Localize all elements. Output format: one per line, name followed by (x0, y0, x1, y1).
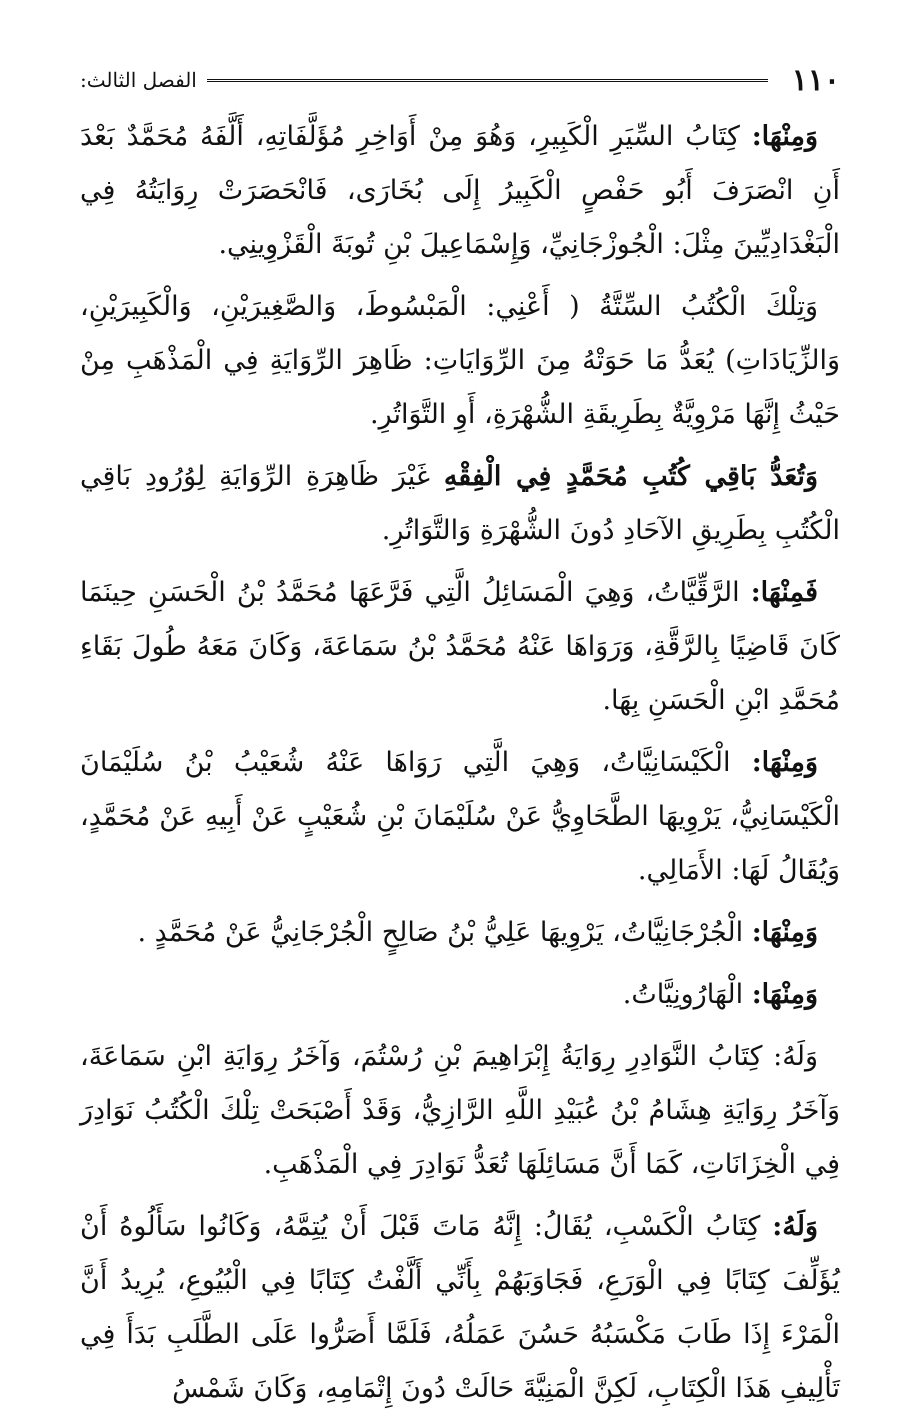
paragraph-lead: فَمِنْهَا: (750, 577, 818, 608)
paragraph-text: وَتِلْكَ الْكُتُبُ السِّتَّةُ ( أَعْنِي: الْمَبْسُوطَ، وَالصَّغِيرَيْنِ، وَالْكَبِيرَيْنِ، وَالزِّيَادَاتِ) يُعَدُّ مَا حَوَتْهُ مِنَ الرِّوَايَاتِ: ظَاهِرَ الرِّوَايَةِ فِي الْمَذْهَبِ مِنْ حَيْثُ إِنَّهَا مَرْوِيَّةٌ بِطَرِيقَةِ الشُّهْرَةِ، أَوِ التَّوَاتُرِ. (80, 291, 840, 430)
paragraph (80, 110, 840, 272)
chapter-title: الفصل الثالث: (80, 68, 197, 92)
paragraph (80, 968, 840, 1022)
running-header (80, 60, 840, 100)
paragraph-text: كِتَابُ الْكَسْبِ، يُقَالُ: إِنَّهُ مَاتَ قَبْلَ أَنْ يُتِمَّهُ، وَكَانُوا سَأَلُوهُ أَنْ يُؤَلِّفَ كِتَابًا فِي الْوَرَعِ، فَجَاوَبَهُمْ بِأَنِّي أَلَّفْتُ كِتَابًا فِي الْبُيُوعِ، يُرِيدُ أَنَّ الْمَرْءَ إِذَا طَابَ مَكْسَبُهُ حَسُنَ عَمَلُهُ، فَلَمَّا أَصَرُّوا عَلَى الطَّلَبِ بَدَأَ فِي تَأْلِيفِ هَذَا الْكِتَابِ، لَكِنَّ الْمَنِيَّةَ حَالَتْ دُونَ إِتْمَامِهِ، وَكَانَ شَمْسُ (80, 1211, 840, 1404)
paragraph-text: الْكَيْسَانِيَّاتُ، وَهِيَ الَّتِي رَوَاهَا عَنْهُ شُعَيْبُ بْنُ سُلَيْمَانَ الْكَيْسَانِيُّ، يَرْوِيهَا الطَّحَاوِيُّ عَنْ سُلَيْمَانَ بْنِ شُعَيْبٍ عَنْ أَبِيهِ عَنْ مُحَمَّدٍ، وَيُقَالُ لَهَا: الأَمَالِي. (80, 747, 840, 886)
paragraph (80, 450, 840, 558)
paragraph (80, 736, 840, 898)
paragraph (80, 1200, 840, 1416)
paragraph-text: الْهَارُونِيَّاتُ. (622, 979, 752, 1010)
paragraph-lead: وَمِنْهَا: (751, 121, 818, 152)
paragraph-lead: وَتُعَدُّ بَاقِي كُتُبِ مُحَمَّدٍ فِي الْفِقْهِ (443, 461, 818, 492)
paragraph (80, 566, 840, 728)
paragraph-text: وَلَهُ: كِتَابُ النَّوَادِرِ رِوَايَةُ إِبْرَاهِيمَ بْنِ رُسْتُمَ، وَآخَرُ رِوَايَةِ ابْنِ سَمَاعَةَ، وَآخَرُ رِوَايَةِ هِشَامُ بْنُ عُبَيْدِ اللَّهِ الرَّازِيُّ، وَقَدْ أَصْبَحَتْ تِلْكَ الْكُتُبُ نَوَادِرَ فِي الْخِزَانَاتِ، كَمَا أَنَّ مَسَائِلَهَا تُعَدُّ نَوَادِرَ فِي الْمَذْهَبِ. (80, 1041, 840, 1180)
paragraph-lead: وَمِنْهَا: (751, 917, 818, 948)
paragraph-lead: وَمِنْهَا: (751, 979, 818, 1010)
paragraph (80, 280, 840, 442)
paragraph-lead: وَمِنْهَا: (751, 747, 818, 778)
paragraph-lead: وَلَهُ: (772, 1211, 818, 1242)
paragraph-text: غَيْرَ ظَاهِرَةِ الرِّوَايَةِ لِوُرُودِ بَاقِي الْكُتُبِ بِطَرِيقِ الآحَادِ دُونَ الشُّهْرَةِ وَالتَّوَاتُرِ. (80, 461, 840, 546)
paragraph-text: كِتَابُ السِّيَرِ الْكَبِيرِ، وَهُوَ مِنْ أَوَاخِرِ مُؤَلَّفَاتِهِ، أَلَّفَهُ مُحَمَّدٌ بَعْدَ أَنِ انْصَرَفَ أَبُو حَفْصٍ الْكَبِيرُ إِلَى بُخَارَى، فَانْحَصَرَتْ رِوَايَتُهُ فِي الْبَغْدَادِيِّينَ مِثْلَ: الْجُوزْجَانِيِّ، وَإِسْمَاعِيلَ بْنِ تُوبَةَ الْقَزْوِينِي. (80, 121, 840, 260)
book-page (80, 60, 840, 1424)
body-text (80, 110, 840, 1416)
page-number: ١١٠ (791, 62, 840, 98)
paragraph-text: الْجُرْجَانِيَّاتُ، يَرْوِيهَا عَلِيُّ بْنُ صَالِحٍ الْجُرْجَانِيُّ عَنْ مُحَمَّدٍ . (137, 917, 752, 948)
paragraph-text: الرَّقِّيَّاتُ، وَهِيَ الْمَسَائِلُ الَّتِي فَرَّعَهَا مُحَمَّدُ بْنُ الْحَسَنِ حِينَمَا كَانَ قَاضِيًا بِالرَّقَّةِ، وَرَوَاهَا عَنْهُ مُحَمَّدُ بْنُ سَمَاعَةَ، وَكَانَ مَعَهُ طُولَ بَقَاءِ مُحَمَّدِ ابْنِ الْحَسَنِ بِهَا. (80, 577, 840, 716)
paragraph (80, 1030, 840, 1192)
paragraph (80, 906, 840, 960)
header-rule (207, 79, 768, 82)
